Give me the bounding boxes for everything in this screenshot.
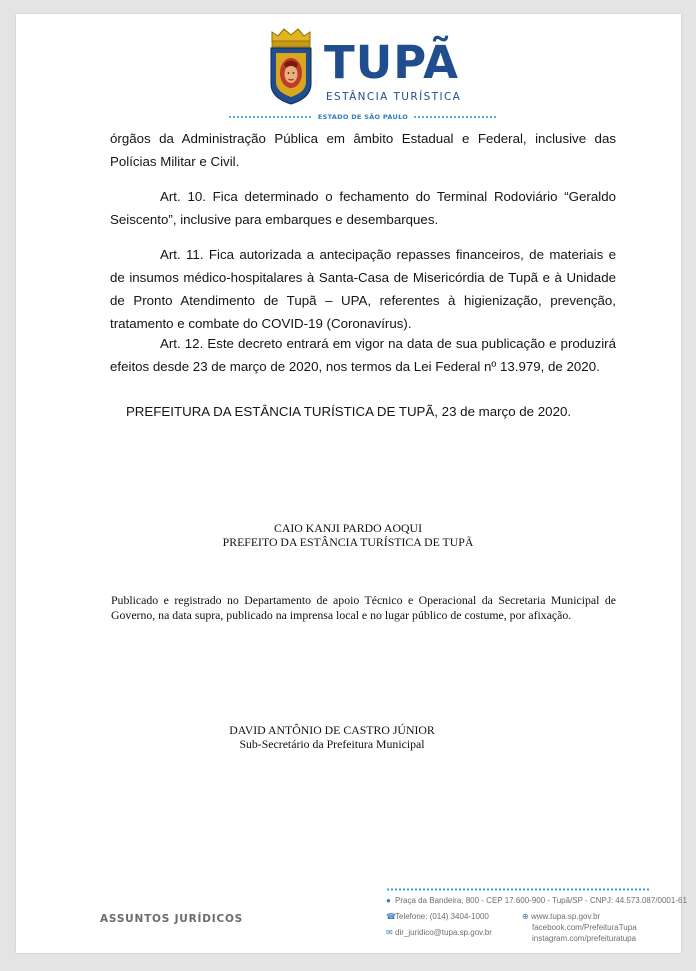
dotted-rule-left	[228, 116, 313, 118]
state-label: ESTADO DE SÃO PAULO	[317, 113, 409, 121]
phone-text: Telefone: (014) 3404-1000	[395, 912, 489, 921]
email-text: dir_juridico@tupa.sp.gov.br	[395, 928, 492, 937]
address-text: Praça da Bandeira, 800 - CEP 17.600-900 - Tupã/SP - CNPJ: 44.573.087/0001-61	[395, 896, 687, 905]
footer-phone	[386, 912, 489, 922]
municipal-coat-of-arms-icon	[266, 26, 316, 106]
letterhead	[16, 14, 681, 124]
state-divider	[228, 112, 498, 122]
location-pin-icon: ●	[386, 896, 391, 905]
phone-icon: ☎	[386, 912, 396, 921]
brand-logo-text: TUPÃ	[324, 36, 459, 89]
footer-instagram: instagram.com/prefeituratupa	[532, 934, 637, 943]
document-page	[16, 14, 681, 953]
dotted-rule-right	[413, 116, 498, 118]
secretary-title: Sub-Secretário da Prefeitura Municipal	[239, 737, 425, 751]
footer-address	[386, 896, 687, 906]
mayor-title: PREFEITO DA ESTÂNCIA TURÍSTICA DE TUPÃ	[222, 535, 474, 549]
footer-email	[386, 928, 492, 938]
paragraph-art-12: Art. 12. Este decreto entrará em vigor na data de sua publicação e produzirá efeitos desde 23 de março de 2020, nos termos da Lei Federal nº 13.979, de 2020.	[110, 336, 616, 374]
globe-icon: ⊕	[522, 912, 529, 921]
footer-facebook: facebook.com/PrefeituraTupa	[532, 923, 637, 932]
brand-subtitle: ESTÂNCIA TURÍSTICA	[326, 91, 462, 103]
secretary-name: DAVID ANTÔNIO DE CASTRO JÚNIOR	[229, 723, 435, 737]
date-line: PREFEITURA DA ESTÂNCIA TURÍSTICA DE TUPÃ, 23 de março de 2020.	[125, 404, 572, 419]
website-text: www.tupa.sp.gov.br	[531, 912, 601, 921]
department-label: ASSUNTOS JURÍDICOS	[100, 913, 244, 925]
footer-website	[522, 912, 600, 922]
paragraph-continuation: órgãos da Administração Pública em âmbito Estadual e Federal, inclusive das Polícias Militar e Civil.	[110, 131, 616, 169]
paragraph-art-11: Art. 11. Fica autorizada a antecipação repasses financeiros, de materiais e de insumos médico-hospitalares à Santa-Casa de Misericórdia de Tupã e à Unidade de Pronto Atendimento de Tupã – UPA, referentes à higienização, prevenção, tratamento e combate do COVID-19 (Coronavírus).	[110, 247, 616, 331]
paragraph-art-10: Art. 10. Fica determinado o fechamento do Terminal Rodoviário “Geraldo Seiscento”, inclusive para embarques e desembarques.	[110, 189, 616, 227]
footer-dotted-rule	[386, 888, 651, 891]
email-icon: ✉	[386, 928, 393, 937]
page-bottom-background	[0, 955, 696, 971]
publication-note: Publicado e registrado no Departamento de apoio Técnico e Operacional da Secretaria Municipal de Governo, na data supra, publicado na imprensa local e no lugar público de costume, por afixação.	[111, 593, 616, 622]
mayor-name: CAIO KANJI PARDO AOQUI	[273, 521, 423, 535]
